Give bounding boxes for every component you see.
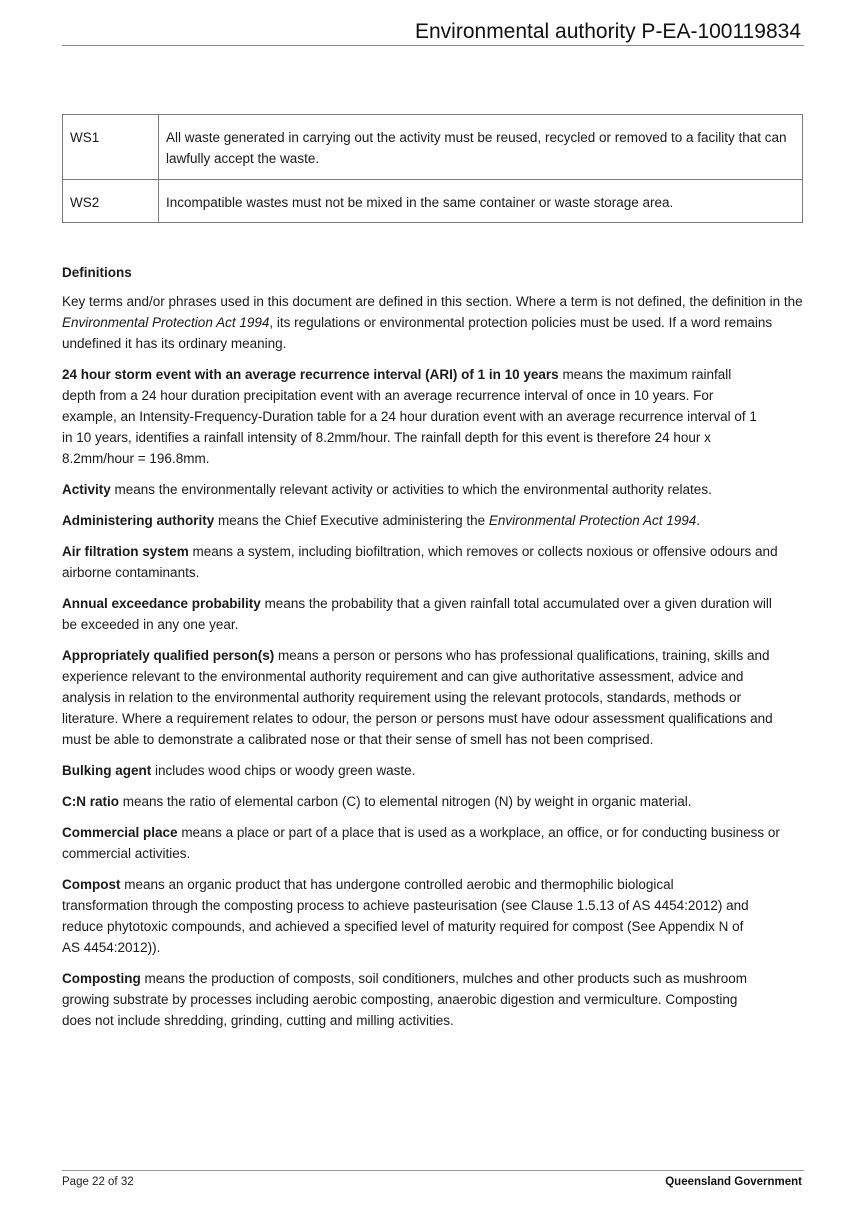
- condition-code: WS2: [63, 180, 159, 223]
- definition-term: 24 hour storm event with an average recurrence interval (ARI) of 1 in 10 years: [62, 367, 559, 382]
- definition-term: Composting: [62, 971, 141, 986]
- definition-term: C:N ratio: [62, 794, 119, 809]
- definition-item: Administering authority means the Chief Executive administering the Environmental Protection Act 1994.: [62, 513, 701, 528]
- footer-divider: [62, 1170, 804, 1171]
- definition-item: Bulking agent includes wood chips or woody green waste.: [62, 763, 416, 778]
- definition-term: Administering authority: [62, 513, 215, 528]
- condition-text: All waste generated in carrying out the activity must be reused, recycled or removed to a facility that can lawfully accept the waste.: [159, 115, 803, 180]
- table-row: [63, 115, 803, 180]
- definition-item: Commercial place means a place or part of a place that is used as a workplace, an office, or for conducting business or commercial activities.: [62, 825, 780, 861]
- definitions-intro: Key terms and/or phrases used in this document are defined in this section. Where a term is not defined, the definition in the Environmental Protection Act 1994, its regulations or environmental protection policies must be used. If a word remains undefined it has its ordinary meaning.: [62, 294, 803, 351]
- condition-code: WS1: [63, 115, 159, 180]
- definition-term: Annual exceedance probability: [62, 596, 261, 611]
- definition-item: Activity means the environmentally relevant activity or activities to which the environmental authority relates.: [62, 482, 712, 497]
- definition-item: Air filtration system means a system, including biofiltration, which removes or collects noxious or offensive odours and airborne contaminants.: [62, 544, 778, 580]
- definition-term: Commercial place: [62, 825, 178, 840]
- document-title: Environmental authority P-EA-100119834: [414, 20, 801, 43]
- definition-item: Compost means an organic product that has undergone controlled aerobic and thermophilic biological transformation through the composting process to achieve pasteurisation (see Clause 1.5.13 of AS 4454:2012) and reduce phytotoxic compounds, and achieved a specified level of maturity required for compost (See Appendix N of AS 4454:2012)).: [62, 877, 749, 955]
- definition-item: Composting means the production of composts, soil conditioners, mulches and other products such as mushroom growing substrate by processes including aerobic composting, anaerobic digestion and vermiculture. Composting does not include shredding, grinding, cutting and milling activities.: [62, 971, 748, 1028]
- definition-term: Compost: [62, 877, 121, 892]
- page-number: Page 22 of 32: [62, 1176, 134, 1188]
- header-divider: [62, 45, 804, 46]
- definition-term: Air filtration system: [62, 544, 189, 559]
- definition-term: Activity: [62, 482, 111, 497]
- definition-item: Annual exceedance probability means the probability that a given rainfall total accumulated over a given duration will be exceeded in any one year.: [62, 596, 772, 632]
- definition-item: C:N ratio means the ratio of elemental carbon (C) to elemental nitrogen (N) by weight in organic material.: [62, 794, 692, 809]
- definition-item: Appropriately qualified person(s) means a person or persons who has professional qualifications, training, skills and experience relevant to the environmental authority requirement and can give authoritative assessment, advice and analysis in relation to the environmental authority requirement using the relevant protocols, standards, methods or literature. Where a requirement relates to odour, the person or persons must have odour assessment qualifications and must be able to demonstrate a calibrated nose or that their sense of smell has not been comprised.: [62, 648, 773, 747]
- definitions-heading: Definitions: [62, 265, 132, 280]
- footer-organisation: Queensland Government: [665, 1176, 802, 1188]
- condition-text: Incompatible wastes must not be mixed in the same container or waste storage area.: [159, 180, 803, 223]
- definition-term: Bulking agent: [62, 763, 152, 778]
- definition-term: Appropriately qualified person(s): [62, 648, 275, 663]
- definitions-section: [62, 262, 804, 1041]
- conditions-table: [62, 114, 803, 223]
- table-row: [63, 180, 803, 223]
- definition-item: 24 hour storm event with an average recurrence interval (ARI) of 1 in 10 years means the maximum rainfall depth from a 24 hour duration precipitation event with an average recurrence interval of once in 10 years. For example, an Intensity-Frequency-Duration table for a 24 hour duration event with an average recurrence interval of 1 in 10 years, identifies a rainfall intensity of 8.2mm/hour. The rainfall depth for this event is therefore 24 hour x 8.2mm/hour = 196.8mm.: [62, 367, 757, 466]
